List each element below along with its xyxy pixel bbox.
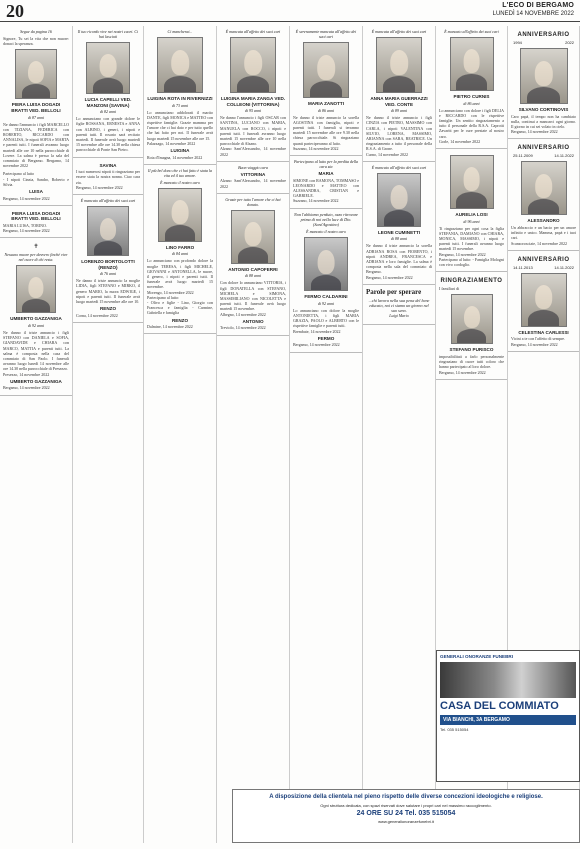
deceased-name: SILVANO CORTINOVIS — [518, 107, 569, 112]
place-date: Presezzo, 14 novembre 2022 — [3, 371, 50, 377]
anniversary-title: ANNIVERSARIO — [517, 145, 570, 152]
place-date: Treviolo, 14 novembre 2022 — [220, 325, 266, 331]
deceased-name: LUIGINA MARIA ZANGA VED. COLLEONI (VITTORINA) — [220, 96, 286, 107]
obituary-text: Lo annunciano addolorati il marito DANTE, figli MONICA e MATTEO con rispettive famiglie. Grazie mamma per l'amore che ci hai dato e per tutto quello che hai fatto per noi. Il funerale avrà luogo martedì 15 novembre alle ore 15. — [147, 109, 213, 141]
obituary-umberto — [0, 238, 72, 395]
deceased-age: di 86 anni — [463, 100, 480, 106]
deceased-age: di 87 anni — [27, 114, 45, 120]
obituary-piera-2 — [0, 206, 72, 239]
short-name: FERMO — [317, 335, 335, 341]
anniversary-text: Caro papà, il tempo non ha cambiato nulla, continui a mancarci ogni giorno. Il giorno in cui sei volato in cielo. — [511, 113, 576, 129]
column-2 — [73, 26, 144, 843]
obituary-luigina — [144, 26, 216, 165]
deceased-age: di 82 anni — [99, 109, 117, 115]
deceased-age: di 84 anni — [171, 251, 189, 257]
obituary-piera — [0, 26, 72, 206]
footer-ad-title: A disposizione della clientela nel pieno rispetto delle diverse concezioni ideologiche e religiose. — [269, 794, 543, 800]
deceased-name: ANNA MARIA GUERRAZZI VED. CONTE — [370, 96, 428, 107]
deceased-age: di 89 anni — [390, 108, 408, 114]
obituary-lorenzo — [73, 195, 143, 323]
obituary-fermo — [290, 209, 362, 353]
obituary-lino — [144, 165, 216, 335]
ad-address: VIA BIANCHI, 3A BERGAMO — [440, 715, 576, 725]
footer-ad-subtitle: Ogni struttura dedicata, con spazi riservati dove salutare i propri cari nel massimo raccoglimento. — [320, 803, 492, 808]
place-date: Albegno, 14 novembre 2022 — [220, 311, 266, 317]
anniversary-text: Un abbraccio e un bacio per un amore infinito e unico. Mamma, papà e i tuoi cari. — [511, 225, 576, 241]
obituary-maria-2 — [290, 156, 362, 209]
obituary-intro: Buon viaggio cara — [238, 164, 268, 170]
column-4 — [217, 26, 290, 843]
section-title: Parole per sperare — [366, 287, 422, 296]
anniversary-text: Vicini a te con l'affetto di sempre. — [511, 336, 566, 342]
place-date: Suzzano, 14 novembre 2022 — [293, 198, 339, 204]
thanks-stefano — [436, 272, 507, 380]
obituary-maria — [290, 26, 362, 156]
obituary-vittorina-2 — [217, 162, 289, 194]
place-date: Bergamo, 14 novembre 2022 — [511, 129, 558, 135]
obituary-text: Con dolore lo annunciano VITTORIA, i figli DONATELLA con STEFANO, MICHELA e SIMONA, MASSIMILIANO con NICOLETTA e parenti tutti. Il funerale avrà luogo martedì 15 novembre. — [220, 280, 286, 312]
obituary-intro: Signore, Tu sei la vita che non muore: donaci la speranza. — [3, 36, 69, 47]
place-date: Curno, 14 novembre 2022 — [366, 151, 408, 157]
portrait-photo — [451, 294, 493, 344]
place-date: Dalmine, 14 novembre 2022 — [147, 324, 193, 330]
place-date: Bergamo, 14 novembre 2022 — [293, 342, 340, 348]
column-5 — [290, 26, 363, 843]
place-date: Bergamo, 14 novembre 2022 — [511, 341, 558, 347]
place-date: Brembate, 14 novembre 2022 — [293, 328, 341, 334]
portrait-photo — [230, 37, 276, 93]
deceased-name: UMBERTO GAZZANIGA — [10, 378, 62, 384]
obituary-intro-2: È mancato il nostro caro — [160, 179, 200, 185]
deceased-age: di 86 anni — [317, 107, 335, 113]
thanks-intro: I familiari di — [439, 286, 460, 292]
continued-label: Segue da pagina 16 — [20, 29, 52, 34]
column-3 — [144, 26, 217, 843]
portrait-photo — [157, 37, 203, 93]
obituary-text: Lo annunciano con dolore i figli DELIA e RICCARDO con le rispettive famiglie. Un sentito ringraziamento a tutto il personale della R.S.A. Caprotti Zavaritt per le cure prestate al nostro caro. — [439, 107, 504, 139]
deceased-name: FERMO CALDARINI — [304, 294, 348, 300]
place-date: Alzano Sant'Alessandro, 14 novembre 2022 — [220, 146, 286, 157]
obituary-intro: È serenamente mancata all'affetto dei suoi cari — [295, 29, 357, 39]
participation-text: - Olivo e figlie - Lino, Giorgio con Francesca e famiglia - Carmine, Gabriella e famiglia — [147, 300, 213, 316]
obituary-text: Lo annunciano con profondo dolore la moglie TERESA, i figli MICHELE, GIOVANNI e ANTONELLA, le nuore, il genero, i nipoti e parenti tutti. Il funerale avrà luogo martedì 15 novembre. — [147, 258, 213, 290]
obituary-text: Ne danno il triste annuncio la sorella ADRIANA ROSA con FIORENTO, i nipoti ANDREA, FRANCESCA e ADRIANA e loro famiglie. La salma è composta nella sala del commiato di Bergamo. — [366, 243, 432, 275]
participation-title: Partecipano al lutto: — [147, 294, 180, 300]
anniversary-title: ANNIVERSARIO — [517, 32, 570, 38]
deceased-name: PIERA LUISA DOGADI BRATTI VED. BELLOLI — [11, 210, 61, 222]
participation-title: Partecipano al lutto — [3, 171, 35, 177]
portrait-photo — [86, 42, 130, 94]
quote-author: Luigi Mario — [389, 313, 409, 319]
deceased-name: CELESTINA CARLESSI — [518, 329, 569, 335]
participation-text: Partecipano al lutto: - Famiglia Mologni con vivo cordoglio. — [439, 256, 504, 268]
deceased-age: di 88 anni — [390, 236, 408, 242]
portrait-photo — [450, 37, 494, 91]
anniversary-dates — [511, 40, 576, 45]
place-date: Morengo, 14 novembre 2022 — [147, 289, 194, 295]
obituary-text: Ne danno il triste annuncio i figli CINZIA con PIETRO, MASSIMO con CARLA, i nipoti VALENTINA con SILVIO, LORENA, MASSIMO, ARIANNA con SARA, BEATRICE. Un ringraziamento a tutto il personale della R.S.A. di Grone. — [366, 115, 432, 152]
obituary-vittorina — [217, 26, 289, 162]
page-header — [0, 0, 580, 22]
short-name: LUIGINA — [170, 148, 190, 154]
ad-phone: Tel. 035 515054 — [440, 727, 469, 732]
ad-box — [436, 650, 580, 782]
place-date: Alzano Sant'Alessandro, 14 novembre 2022 — [220, 178, 286, 189]
portrait-photo — [303, 42, 349, 98]
footer-ad — [232, 789, 580, 843]
page-number: 20 — [6, 1, 24, 21]
funeral-home-ad — [436, 650, 580, 782]
portrait-photo — [16, 265, 56, 313]
thanks-text: impossibilitati a farlo personalmente ringraziano di cuore tutti coloro che hanno partecipato al loro dolore. — [439, 354, 504, 370]
obituary-intro: Partecipano al lutto per la perdita della cara zia — [293, 159, 359, 170]
deceased-name: ALESSANDRO — [527, 218, 560, 224]
deceased-name: AURELIA LOSI — [455, 212, 488, 218]
deceased-name: PIERA LUISA DOGADI BRATTI VED. BELLOLI — [11, 102, 61, 113]
portrait-photo — [521, 273, 567, 327]
portrait-photo — [521, 161, 567, 215]
place-date: Bergamo, 14 novembre 2022 — [3, 195, 50, 201]
short-name: VITTORINA — [240, 171, 266, 177]
words-of-hope — [363, 285, 435, 326]
column-6 — [363, 26, 436, 843]
deceased-age: di 88 anni — [244, 273, 262, 279]
anniversary-silvano — [508, 26, 579, 139]
place-date: Bergamo, 14 novembre 2022 — [3, 385, 50, 391]
short-name: MARIA — [318, 171, 334, 177]
deceased-name: ANTONIO CAPOFERRI — [228, 266, 278, 272]
ad-title: CASA DEL COMMIATO — [440, 700, 559, 712]
obituary-intro: Ci mancherai... — [167, 29, 193, 34]
footer-ad-website: www.generalionoranzefunebri.it — [378, 819, 434, 824]
deceased-name: MARIA ZANOTTI — [307, 101, 345, 106]
short-name: ANTONIO — [242, 318, 264, 324]
column-1 — [0, 26, 73, 843]
place-date: Bergamo, 14 novembre 2022 — [439, 369, 486, 375]
deceased-name: PIETRO CURNIS — [453, 94, 490, 99]
publication-name: L'ECO DI BERGAMO — [502, 2, 574, 9]
place-date: Palazzago, 14 novembre 2022 — [147, 140, 196, 146]
obituary-text: Lo annunciano con grande dolore le figlie ROSSANA, ERNESTA e ANNA con ALBINO, i generi, i nipoti e parenti tutti. Il rosario sarà recitato martedì. Il funerale avrà luogo martedì 15 novembre alle ore 14.30 nella chiesa parrocchiale di Ponte San Pietro. — [76, 116, 140, 153]
anniversary-dates — [511, 265, 576, 270]
date-start: 25.11.2009 — [513, 153, 533, 159]
obituary-text: Ne danno il triste annuncio la moglie LIDIA, figli STEFANO e MIRKO, il genero MARIO, la nuora EDWIGE, i nipoti e parenti tutti. Il funerale avrà luogo martedì 15 novembre alle ore 10. — [76, 278, 140, 305]
place-date: Bergamo, 14 novembre 2022 — [366, 274, 413, 280]
obituary-savina — [73, 158, 143, 195]
anniversary-alessandro — [508, 139, 579, 250]
obituary-intro: È mancato il nostro caro — [306, 229, 346, 235]
quote-text: ...chi lavora nella sua pena del bene educato, noi ci siamo un giorno nel suo seno. — [368, 297, 430, 314]
obituary-intro: È mancato all'affetto dei suoi cari — [80, 198, 136, 204]
deceased-age: di 73 anni — [171, 102, 189, 108]
date-end: 14.11.2022 — [554, 153, 574, 159]
participant-text: MARIA LUISA, TORINO. — [3, 223, 47, 229]
short-name: LUISA — [29, 189, 43, 195]
portrait-photo — [304, 237, 348, 291]
portrait-photo — [87, 206, 129, 256]
obituary-intro: Nessuno muore per davvero finché vive nel cuore di chi resta. — [4, 252, 68, 263]
place-date: Bergamo, 14 novembre 2022 — [76, 184, 123, 190]
portrait-photo — [231, 210, 275, 264]
deceased-age: di 76 anni — [99, 271, 117, 277]
portrait-photo — [377, 173, 421, 227]
ad-image — [440, 662, 576, 698]
participation-text: - I nipoti Cinzia, Sandro, Roberto e Silvia. — [3, 176, 69, 187]
footer-ad-phone: 24 ORE SU 24 Tel. 035 515054 — [356, 810, 456, 817]
ad-logo: GENERALI ONORANZE FUNEBRI — [440, 654, 513, 659]
obituary-intro: È mancato all'affetto dei suoi cari — [371, 164, 427, 170]
portrait-photo — [376, 37, 422, 93]
date-start: 1994 — [513, 40, 522, 45]
quote-text: Non l'abbiamo perduto, ozzo ritrovare prima di noi nella luce di Dio. (Sant'Agostino) — [293, 211, 359, 228]
short-name: RENZO — [99, 306, 117, 312]
obituary-aurelia — [436, 149, 507, 272]
place-date: Bergamo, 14 novembre 2022 — [439, 251, 486, 257]
deceased-name: LUCIA CAPELLI VED. MANZONI (SAVINA) — [84, 97, 132, 108]
place-date: Rota d'Imagna, 14 novembre 2022 — [147, 154, 203, 160]
obituary-lucia — [73, 26, 143, 158]
place-date: Scanzorosciate, 14 novembre 2022 — [511, 240, 567, 246]
anniversary-dates — [511, 153, 576, 158]
anniversary-celestina — [508, 251, 579, 352]
deceased-name: LEONE CUMINETTI — [377, 229, 421, 235]
obituary-intro: È mancata all'affetto dei suoi cari — [371, 29, 427, 34]
deceased-age: di 92 anni — [27, 323, 45, 329]
deceased-name: STEFANO PURISCO — [449, 347, 494, 353]
obituary-leone — [363, 162, 435, 285]
obituary-intro: È mancata all'affetto dei suoi cari — [225, 29, 281, 34]
deceased-name: LINO FARRO — [165, 244, 195, 250]
anniversary-title: ANNIVERSARIO — [517, 256, 570, 263]
obituary-text: Ne danno il triste annuncio la sorella AGOSTINA con famiglia, nipoti e parenti tutti. I funerali si terranno martedì 15 novembre alle ore 9.30 nella chiesa parrocchiale. Si ringraziano quanti parteciperanno al lutto. — [293, 114, 359, 146]
obituary-antonio — [217, 194, 289, 336]
obituary-pietro — [436, 26, 507, 149]
thanks-title: RINGRAZIAMENTO — [440, 278, 503, 285]
obituary-anna-maria — [363, 26, 435, 162]
participation-text: SIMONE con RAMONA, TOMMASO e LEONARDO e MATTEO con ALESSANDRA, CRISTIAN e GABRIELE. — [293, 177, 359, 199]
deceased-age: di 92 anni — [317, 300, 335, 306]
deceased-age: di 96 anni — [463, 218, 480, 224]
obituary-text: Lo annunciano con dolore la moglie ANTONIETTA, i figli MARIA GRAZIA, PAOLO e ALBERTO con le rispettive famiglie e parenti tutti. — [293, 307, 359, 329]
portrait-photo — [15, 49, 57, 99]
deceased-name: LUIGINA ROTA IN RIVERNIZZI — [147, 96, 213, 101]
date-end: 2022 — [565, 40, 574, 45]
place-date: Gorle, 14 novembre 2022 — [439, 138, 481, 144]
obituary-text: Ne danno l'annuncio i figli MARCELLO con TIZIANA, FEDERICA con ROBERTO, RICCARDO con ANNALISA, le nipoti SOFIA e MARTA e parenti tutti. I funerali avranno luogo martedì alle ore 10 nella parrocchiale di Lovere. La salma è presso la sala del commiato di Bergamo. Bergamo, 14 novembre 2022 — [3, 121, 69, 169]
deceased-name: LORENZO BORTOLOTTI (RENZO) — [81, 259, 135, 270]
obituary-text: Ne danno il triste annuncio i figli STEFANO con DANIELA e SOFIA, GIANDAVIDE e CHIARA con MARCO, MATTIA e parenti tutti. La salma è composta nella casa del commiato di San Paolo. I funerali avranno luogo lunedì 14 novembre alle ore 14.30 nella parrocchiale di Presezzo. — [3, 330, 69, 372]
obituary-intro: È mancato all'affetto dei suoi cari — [444, 29, 499, 34]
deceased-name: UMBERTO GAZZANIGA — [10, 316, 62, 322]
obituary-text: I tuoi numerosi nipoti ti ringraziano per essere stata la nostra nonna. Ciao cara zia. — [76, 169, 140, 185]
portrait-photo — [158, 188, 202, 242]
obituary-intro: Il più bel dono che ci hai fatto è stata la vita ed il tuo amore. — [148, 167, 212, 178]
obituary-text: Ne danno l'annuncio i figli OSCAR con SANTINA, LUCIANO con MARIA, MANUELA con ROCCO, i nipoti e parenti tutti. I funerali avranno luogo martedì 15 novembre alle ore 10 nella parrocchiale di Alzano. — [220, 115, 286, 147]
obituary-intro: Il tuo ricordo vive nei nostri cuori. Ci hai lasciati — [77, 29, 139, 39]
cross-icon: ✝ — [33, 243, 39, 251]
obituary-intro: Grazie per tutto l'amore che ci hai donato. — [225, 196, 281, 207]
short-name: RENZO — [171, 317, 189, 323]
publication-date: LUNEDÌ 14 NOVEMBRE 2022 — [492, 11, 574, 17]
place-date: Corna, 14 novembre 2022 — [76, 312, 118, 318]
deceased-age: di 95 anni — [244, 108, 262, 114]
place-date: Bergamo, 14 novembre 2022 — [3, 228, 50, 234]
obituary-text: Ti ringraziano per ogni cosa la figlia STEFANIA, DAMIANO con CHIARA, MONICA, MASSIMO, i nipoti e parenti tutti. I funerali avranno luogo martedì 15 novembre. — [439, 225, 504, 252]
place-date: Suzzano, 14 novembre 2022 — [293, 145, 339, 151]
date-start: 14.11.2013 — [513, 264, 533, 270]
short-name: SAVINA — [99, 162, 117, 168]
portrait-photo — [520, 48, 568, 104]
portrait-photo — [450, 155, 494, 209]
date-end: 14.11.2022 — [554, 264, 574, 270]
